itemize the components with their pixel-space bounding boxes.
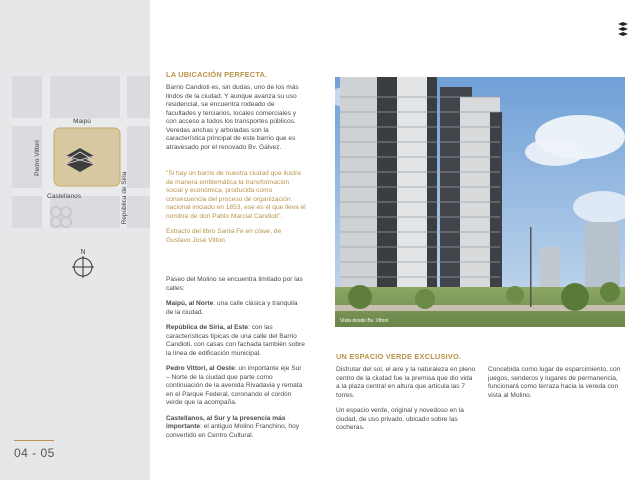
page-rule	[14, 440, 54, 441]
limit-item	[166, 300, 306, 317]
limits-intro: Paseo del Molino se encuentra limitado por las calles:	[166, 276, 303, 292]
limits-section	[166, 276, 306, 447]
limit-text: : con las características típicas de una calle del Barrio Candioti, con casas con fachada también sobre la línea de edificación municipal.	[166, 324, 305, 357]
map-street-bottom: Castellanos	[47, 193, 81, 200]
location-map-graphic	[12, 76, 150, 228]
map-street-top: Maipú	[73, 118, 91, 125]
location-map	[12, 76, 150, 228]
limit-text: : una calle clásica y tranquila de la ciudad.	[166, 300, 298, 316]
limit-label: Maipú, al Norte	[166, 300, 214, 307]
building-render-graphic	[335, 77, 625, 327]
quote-source-prefix: Extracto del libro	[166, 228, 217, 235]
green-space-col1	[336, 366, 476, 440]
location-intro: Barrio Candioti es, sin dudas, uno de los más lindos de la ciudad. Y aunque avanza su uso residencial, se encuentra rodeado de facultades y terciarios, locales comerciales y con acceso a todos los transportes públicos. Veredas anchas y arboladas son la característica principal de este barrio que es atravesado por el renovado Bv. Gálvez.	[166, 84, 299, 151]
limit-label: Pedro Vittori, al Oeste	[166, 365, 235, 372]
photo-caption: Vista desde Bv. Vittori	[340, 318, 389, 324]
quote-source-book: Santa Fe en clave	[216, 228, 271, 235]
limit-label: Castellanos, al Sur y la presencia más importante	[166, 414, 286, 430]
map-street-left: Pedro Vittori	[34, 140, 41, 176]
green-space-col2	[488, 366, 628, 407]
limit-label: República de Siria, al Este	[166, 324, 249, 331]
page-number: 04 - 05	[14, 446, 55, 460]
menu-icon[interactable]	[618, 22, 628, 36]
building-render-photo	[335, 77, 625, 327]
limit-item	[166, 415, 306, 441]
map-street-right: República de Siria	[121, 171, 128, 225]
green-space-col1-p2: Un espacio verde, original y novedoso en la ciudad, de uso privado, ubicado sobre las cocheras.	[336, 407, 464, 431]
location-quote: "Si hay un barrio de nuestra ciudad que ilustre de manera emblemática la transformación social y económica, producida como consecuencia del proceso de organización nacional iniciado en 1853, ese es el que lleva el nombre de don Pablo Marcial Candioti".	[166, 170, 306, 220]
location-title: LA UBICACIÓN PERFECTA.	[166, 70, 268, 79]
limit-item	[166, 365, 306, 408]
quote-source-suffix: , de Gustavo José Vittori.	[166, 228, 282, 244]
limit-item	[166, 324, 306, 358]
green-space-col1-p1: Disfrutar del sol, el aire y la naturaleza en pleno centro de la ciudad fue la premisa que dio vida a la plaza central en altura que articula las 7 torres.	[336, 366, 476, 399]
left-panel	[0, 0, 150, 480]
limit-text: : el antiguo Molino Franchino, hoy convertido en Centro Cultural.	[166, 423, 300, 439]
compass-icon	[70, 246, 96, 280]
green-space-col2-p1: Concebida como lugar de esparcimiento, con juegos, senderos y lugares de permanencia, funcionará como terraza hacia la vereda con vista al Molino.	[488, 366, 621, 399]
limit-text: : un importante eje Sur – Norte de la ciudad que parte como continuación de la avenida Rivadavia y remata en el Parque Federal, coronando el cordón verde que la acompaña.	[166, 365, 303, 406]
quote-source	[166, 228, 306, 245]
green-space-title: UN ESPACIO VERDE EXCLUSIVO.	[336, 352, 462, 361]
compass-label: N	[80, 249, 86, 256]
